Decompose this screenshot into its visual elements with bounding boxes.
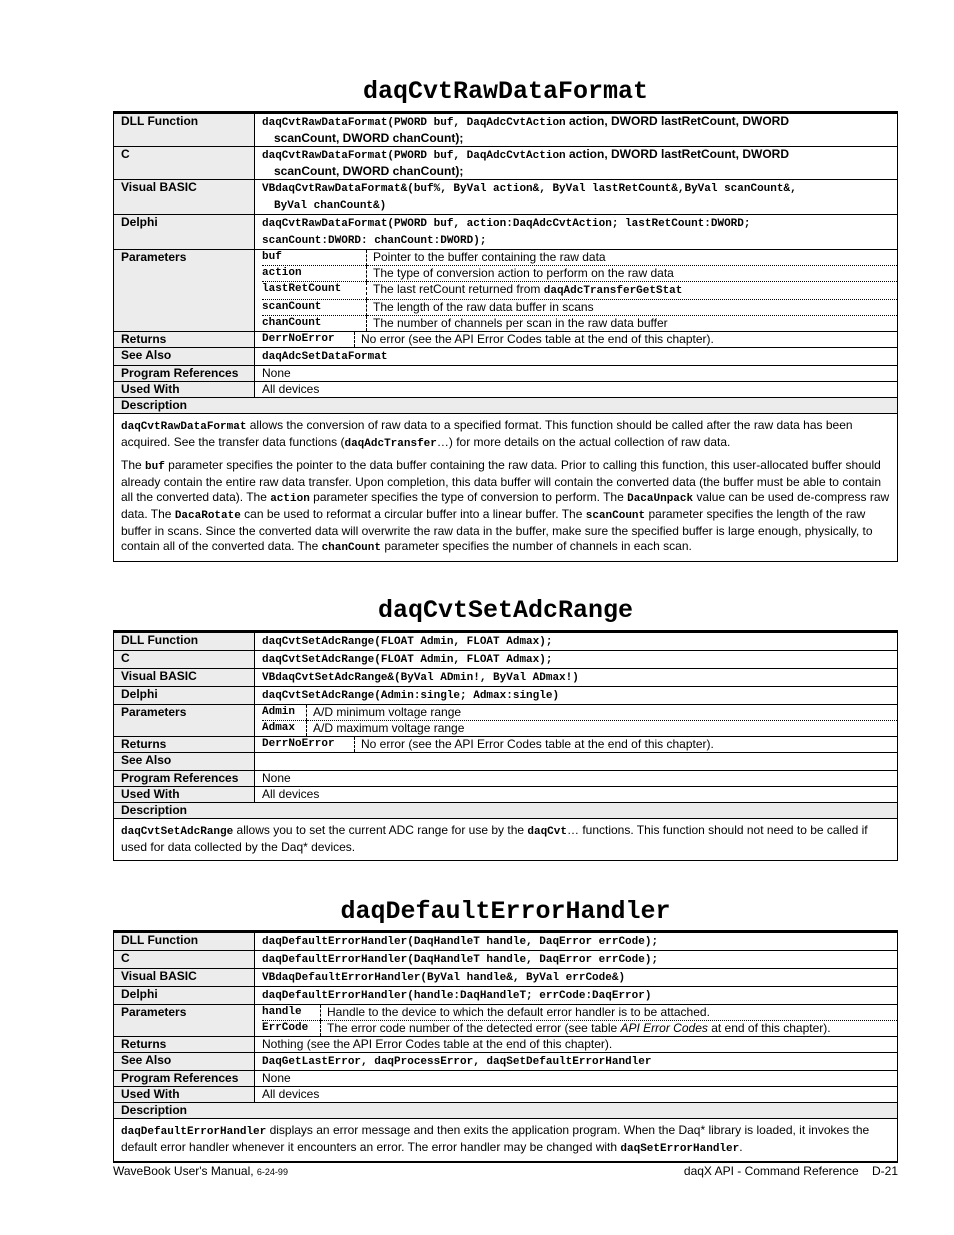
label-see-also: See Also xyxy=(114,348,255,366)
label-delphi: Delphi xyxy=(114,215,255,250)
footer-left: WaveBook User's Manual, 6-24-99 xyxy=(113,1164,288,1178)
description-text: daqCvtRawDataFormat allows the conversion of raw data to a specified format. This function should be called after the raw data has been acquired. See the transfer data functions (daqAdcTransfer…) for more details on the actual collection of raw data. The buf parameter specifies the pointer to the data buffer containing the raw data. Prior to calling this function, this user-allocated buffer should already contain the entire raw data transfer. Upon completion, this data buffer will contain the converted data (the buffer must be able to contain all the converted data). The action parameter specifies the type of conversion to perform. The DacaUnpack value can be used de-compress raw data. The DacaRotate can be used to reformat a circular buffer into a linear buffer. The scanCount parameter specifies the length of the raw buffer in scans. Since the converted data will overwrite the raw data in the buffer, make sure the specified buffer is large enough, physically, to contain all of the converted data. The chanCount parameter specifies the number of channels in each scan. xyxy=(121,418,890,554)
params-cell xyxy=(255,250,898,332)
label-dll: DLL Function xyxy=(114,113,255,147)
label-c: C xyxy=(114,147,255,180)
label-program-references: Program References xyxy=(114,366,255,382)
section-title: daqDefaultErrorHandler xyxy=(340,897,671,926)
api-table: DLL Function daqCvtSetAdcRange(FLOAT Admin, FLOAT Admax); C daqCvtSetAdcRange(FLOAT Admin, FLOAT Admax); Visual BASIC VBdaqCvtSetAdcRange&(ByVal ADmin!, ByVal ADmax!) Delphi daqCvtSetAdcRange(Admin:single; Admax:single) Parameters Admin A/D minimum voltage range Admax A/D maximum voltage range Returns DerrNoError No error (see the API Error Codes table at the end of this chapter). See Also Program References None Used With All devices Description daqCvtSetAdcRange allows you to set the current ADC range for use by the daqCvt… functions. This function should not need to be called if used for data collected by the Daq* devices. xyxy=(113,630,898,861)
dll-value: daqCvtRawDataFormat(PWORD buf, DaqAdcCvtAction action, DWORD lastRetCount, DWORD scanCount, DWORD chanCount); xyxy=(255,113,898,147)
param-row: Admax A/D maximum voltage range xyxy=(262,721,465,735)
param-row: buf Pointer to the buffer containing the raw data xyxy=(262,250,897,266)
section-title: daqCvtSetAdcRange xyxy=(377,596,634,625)
delphi-value: daqCvtRawDataFormat(PWORD buf, action:DaqAdcCvtAction; lastRetCount:DWORD; scanCount:DWORD: chanCount:DWORD); xyxy=(255,215,898,250)
params-table xyxy=(262,705,897,736)
description-text: daqCvtSetAdcRange allows you to set the current ADC range for use by the daqCvt… functions. This function should not need to be called if used for data collected by the Daq* devices. xyxy=(121,823,868,854)
api-table: DLL Function daqDefaultErrorHandler(DaqHandleT handle, DaqError errCode); C daqDefaultErrorHandler(DaqHandleT handle, DaqError errCode); Visual BASIC VBdaqDefaultErrorHandler(ByVal handle&, ByVal errCode&) Delphi daqDefaultErrorHandler(handle:DaqHandleT; errCode:DaqError) Parameters handle Handle to the device to which the default error handler is to be attached. ErrCode The error code number of the detected error (see table API Error Codes at end of this chapter). Returns Nothing (see the API Error Codes table at the end of this chapter). See Also DaqGetLastError, daqProcessError, daqSetDefaultErrorHandler Program References None Used With All devices Description daqDefaultErrorHandler displays an error message and then exits the application program. When the Daq* library is loaded, it invokes the default error handler whenever it encounters an error. The error handler may be changed with daqSetErrorHandler. xyxy=(113,930,898,1163)
param-row: handle Handle to the device to which the default error handler is to be attached. xyxy=(262,1005,897,1021)
label-vb: Visual BASIC xyxy=(114,180,255,215)
c-value: daqCvtRawDataFormat(PWORD buf, DaqAdcCvtAction action, DWORD lastRetCount, DWORD scanCount, DWORD chanCount); xyxy=(255,147,898,180)
returns-cell: DerrNoError No error (see the API Error Codes table at the end of this chapter). xyxy=(255,332,898,348)
description-text: daqDefaultErrorHandler displays an error message and then exits the application program. When the Daq* library is loaded, it invokes the default error handler whenever it encounters an error. The error handler may be changed with daqSetErrorHandler. xyxy=(121,1123,870,1155)
params-table xyxy=(262,1005,897,1036)
params-table xyxy=(262,250,897,331)
label-used-with: Used With xyxy=(114,382,255,398)
param-row: Admin A/D minimum voltage range xyxy=(262,705,897,721)
section-title: daqCvtRawDataFormat xyxy=(362,77,649,106)
param-row: lastRetCount The last retCount returned from daqAdcTransferGetStat xyxy=(262,282,897,300)
vb-value: VBdaqCvtRawDataFormat&(buf%, ByVal action&, ByVal lastRetCount&,ByVal scanCount&, ByVal chanCount&) xyxy=(255,180,898,215)
api-table: DLL Function daqCvtRawDataFormat(PWORD buf, DaqAdcCvtAction action, DWORD lastRetCount, DWORD scanCount, DWORD chanCount); C daqCvtRawDataFormat(PWORD buf, DaqAdcCvtAction action, DWORD lastRetCount, DWORD scanCount, DWORD chanCount); Visual BASIC VBdaqCvtRawDataFormat&(buf%, ByVal action&, ByVal lastRetCount&,ByVal scanCount&, ByVal chanCount&) Delphi daqCvtRawDataFormat(PWORD buf, action:DaqAdcCvtAction; lastRetCount:DWORD; scanCount:DWORD: chanCount:DWORD); Parameters buf Pointer to the buffer containing the raw data action The type of conversion action to perform on the raw data lastRetCount The last retCount returned from daqAdcTransferGetStat scanCount The length of the raw data buffer in scans chanCount The number of channels per scan in the raw data buffer Returns DerrNoError No error (see the API Error Codes table at the end of this chapter). See Also daqAdcSetDataFormat Program References None Used With All devices Description daqCvtRawDataFormat allows the conversion of raw data to a specified format. This function should be called after the raw data has been acquired. See the transfer data functions (daqAdcTransfer…) for more details on the actual collection of raw data. The buf parameter specifies the pointer to the data buffer containing the raw data. Prior to calling this function, this user-allocated buffer should already contain the entire raw data transfer. Upon completion, this data buffer will contain the converted data (the buffer must be able to contain all the converted data). The action parameter specifies the type of conversion to perform. The DacaUnpack value can be used de-compress raw data. The DacaRotate can be used to reformat a circular buffer into a linear buffer. The scanCount parameter specifies the length of the raw buffer in scans. Since the converted data will overwrite the raw data in the buffer, make sure the specified buffer is large enough, physically, to contain all of the converted data. The chanCount parameter specifies the number of channels in each scan. xyxy=(113,111,898,562)
label-returns: Returns xyxy=(114,332,255,348)
label-params: Parameters xyxy=(114,250,255,332)
param-row: ErrCode The error code number of the detected error (see table API Error Codes at end of this chapter). xyxy=(262,1021,831,1035)
footer-right: daqX API - Command Reference D-21 xyxy=(683,1164,898,1178)
footer-rule xyxy=(113,1161,898,1162)
param-row: chanCount The number of channels per scan in the raw data buffer xyxy=(262,316,668,330)
see-also-link[interactable]: DaqGetLastError, daqProcessError, daqSetDefaultErrorHandler xyxy=(262,1056,652,1068)
param-row: scanCount The length of the raw data buffer in scans xyxy=(262,300,897,316)
param-row: action The type of conversion action to perform on the raw data xyxy=(262,266,897,282)
see-also-link[interactable]: daqAdcSetDataFormat xyxy=(262,351,388,363)
label-description: Description xyxy=(114,398,898,414)
